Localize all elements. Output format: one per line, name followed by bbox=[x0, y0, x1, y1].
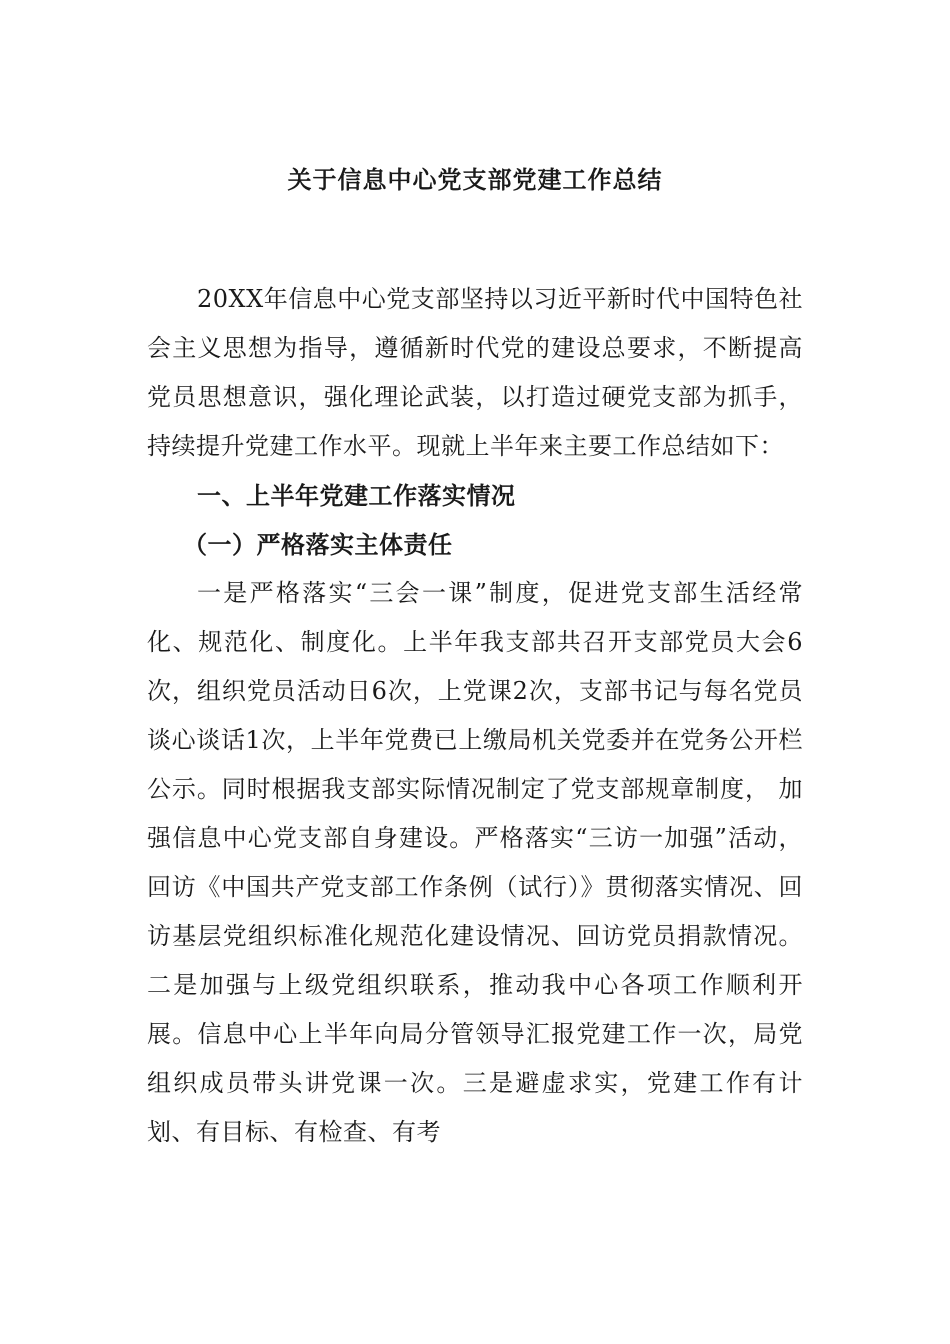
document-body bbox=[147, 275, 803, 1157]
section-heading: 一、上半年党建工作落实情况 bbox=[197, 481, 516, 510]
subsection-paragraph: 一是严格落实“三会一课”制度，促进党支部生活经常化、规范化、制度化。上半年我支部共召开支部党员大会6次，组织党员活动日6次，上党课2次，支部书记与每名党员谈心谈话1次，上半年党费已上缴局机关党委并在党务公开栏公示。同时根据我支部实际情况制定了党支部规章制度， 加强信息中心党支部自身建设。严格落实“三访一加强”活动，回访《中国共产党支部工作条例（试行）》贯彻落实情况、回访基层党组织标准化规范化建设情况、回访党员捐款情况。二是加强与上级党组织联系，推动我中心各项工作顺利开展。信息中心上半年向局分管领导汇报党建工作一次，局党组织成员带头讲党课一次。三是避虚求实，党建工作有计划、有目标、有检查、有考 bbox=[147, 579, 803, 1146]
intro-paragraph: 20XX年信息中心党支部坚持以习近平新时代中国特色社会主义思想为指导，遵循新时代党的建设总要求，不断提高党员思想意识，强化理论武装，以打造过硬党支部为抓手，持续提升党建工作水平。现就上半年来主要工作总结如下： bbox=[147, 285, 803, 460]
document-title: 关于信息中心党支部党建工作总结 bbox=[287, 165, 663, 194]
subsection-heading: （一）严格落实主体责任 bbox=[183, 530, 453, 559]
